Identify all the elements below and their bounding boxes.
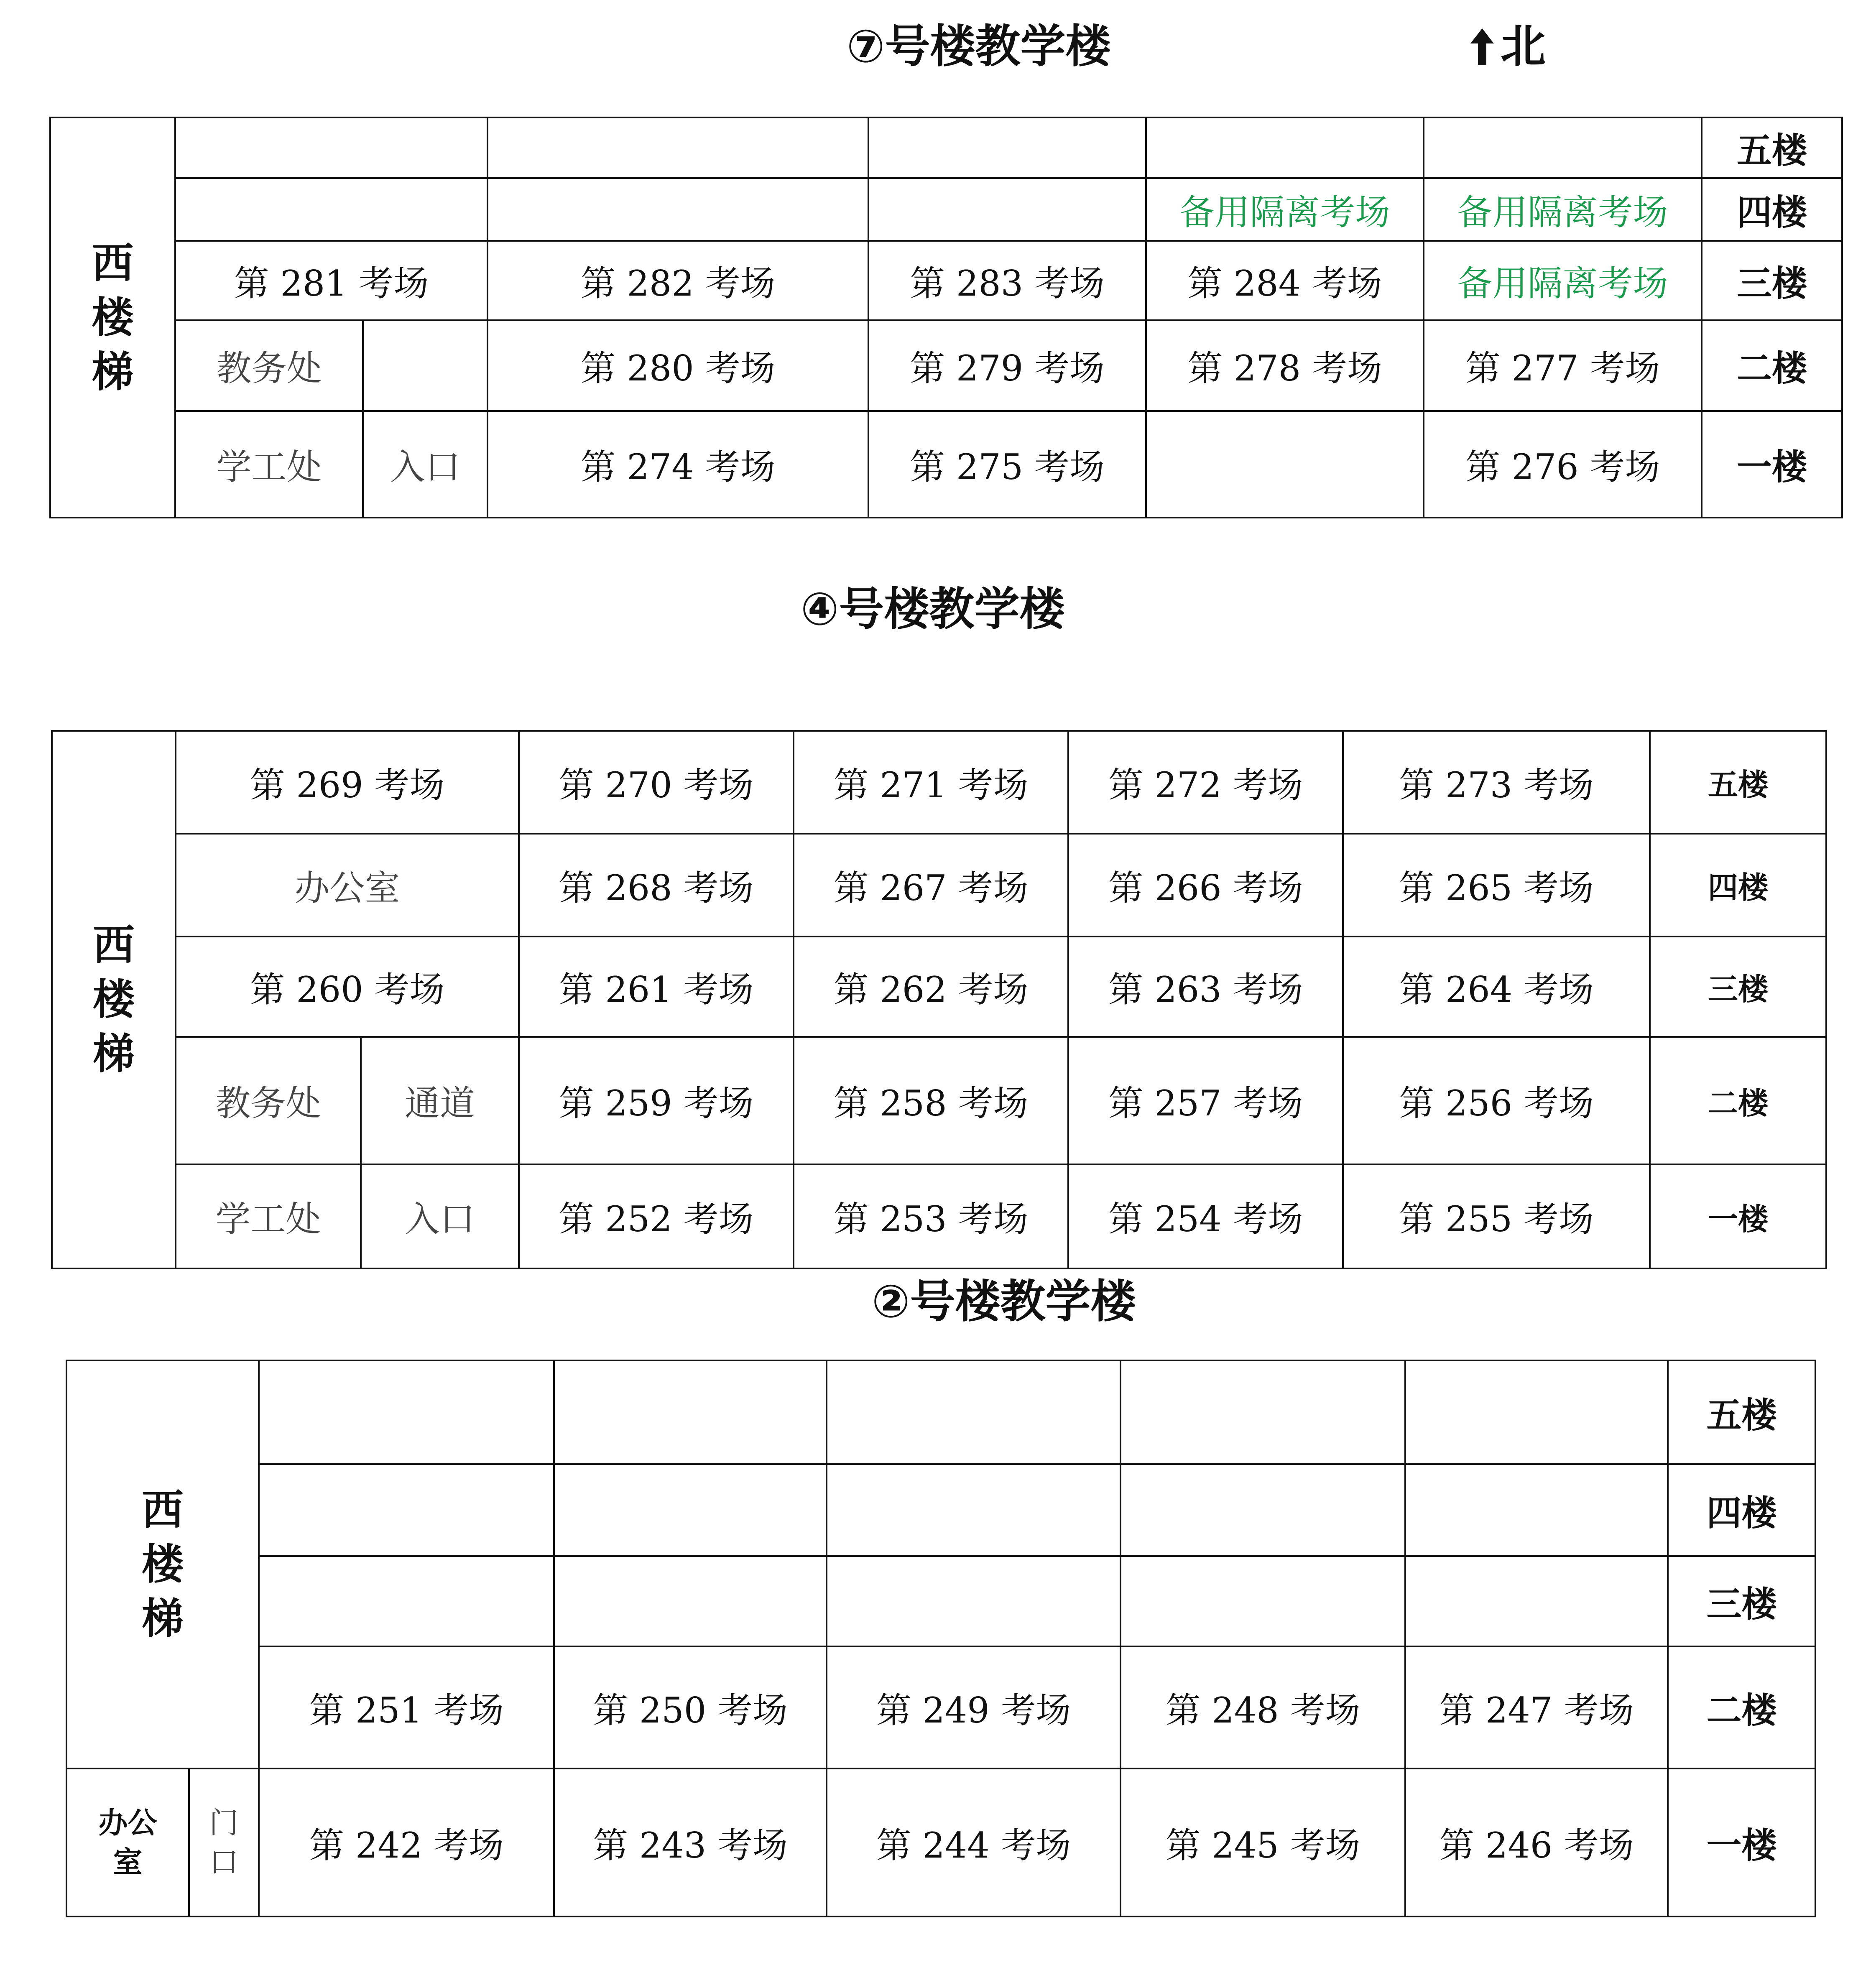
exam-room: 第 247 考场 xyxy=(1405,1646,1668,1768)
exam-room: 第 264 考场 xyxy=(1343,937,1650,1037)
exam-room: 第 254 考场 xyxy=(1068,1164,1343,1268)
exam-room: 第 277 考场 xyxy=(1424,320,1702,411)
exam-room: 第 258 考场 xyxy=(794,1037,1068,1164)
doorway: 门 口 xyxy=(189,1768,259,1917)
room-cell xyxy=(827,1360,1120,1464)
office-academic-affairs: 教务处 xyxy=(175,320,363,411)
exam-room: 第 246 考场 xyxy=(1405,1768,1668,1917)
exam-room: 第 283 考场 xyxy=(868,241,1146,320)
exam-room: 第 260 考场 xyxy=(176,937,519,1037)
room-cell xyxy=(1120,1360,1405,1464)
exam-room: 第 282 考场 xyxy=(488,241,868,320)
exam-room: 第 262 考场 xyxy=(794,937,1068,1037)
building4-table xyxy=(51,730,1827,1269)
exam-room: 第 284 考场 xyxy=(1146,241,1424,320)
exam-room: 第 255 考场 xyxy=(1343,1164,1650,1268)
floor-label: 三楼 xyxy=(1702,241,1842,320)
exam-room: 第 242 考场 xyxy=(259,1768,554,1917)
exam-room: 第 261 考场 xyxy=(519,937,794,1037)
north-label: 北 xyxy=(1501,20,1546,73)
exam-room: 第 259 考场 xyxy=(519,1037,794,1164)
exam-room: 第 248 考场 xyxy=(1120,1646,1405,1768)
room-cell xyxy=(175,178,488,241)
floor-label: 一楼 xyxy=(1702,411,1842,518)
room-cell xyxy=(868,117,1146,178)
exam-room: 第 266 考场 xyxy=(1068,834,1343,937)
west-stairs: 西 楼 梯 xyxy=(50,117,175,518)
exam-room: 第 275 考场 xyxy=(868,411,1146,518)
room-cell xyxy=(1405,1360,1668,1464)
west-stairs: 西 楼 梯 xyxy=(52,731,176,1268)
exam-room: 第 269 考场 xyxy=(176,731,519,834)
exam-room: 第 245 考场 xyxy=(1120,1768,1405,1917)
room-cell xyxy=(554,1556,827,1646)
exam-room: 第 257 考场 xyxy=(1068,1037,1343,1164)
exam-room: 第 249 考场 xyxy=(827,1646,1120,1768)
building7-title: ⑦号楼教学楼 xyxy=(847,20,1111,73)
arrow-up-icon xyxy=(1470,27,1495,67)
exam-room: 第 278 考场 xyxy=(1146,320,1424,411)
exam-room: 第 281 考场 xyxy=(175,241,488,320)
exam-room: 第 244 考场 xyxy=(827,1768,1120,1917)
exam-room: 第 251 考场 xyxy=(259,1646,554,1768)
floor-label: 四楼 xyxy=(1668,1464,1815,1556)
room-cell xyxy=(363,320,488,411)
exam-room: 第 243 考场 xyxy=(554,1768,827,1917)
spare-isolation-room: 备用隔离考场 xyxy=(1146,178,1424,241)
west-stairs: 西 楼 梯 xyxy=(66,1360,259,1768)
room-cell xyxy=(1146,117,1424,178)
north-indicator xyxy=(1470,20,1546,73)
office-student-affairs: 学工处 xyxy=(175,411,363,518)
room-cell xyxy=(1424,117,1702,178)
room-cell xyxy=(1120,1556,1405,1646)
exam-room: 第 263 考场 xyxy=(1068,937,1343,1037)
building2-table xyxy=(66,1360,1816,1917)
floor-label: 三楼 xyxy=(1668,1556,1815,1646)
exam-room: 第 267 考场 xyxy=(794,834,1068,937)
building7-table xyxy=(49,117,1843,518)
room-cell xyxy=(827,1556,1120,1646)
room-cell xyxy=(554,1360,827,1464)
exam-room: 第 268 考场 xyxy=(519,834,794,937)
exam-room: 第 270 考场 xyxy=(519,731,794,834)
entrance: 入口 xyxy=(363,411,488,518)
office: 办公 室 xyxy=(66,1768,189,1917)
room-cell xyxy=(868,178,1146,241)
room-cell xyxy=(1405,1464,1668,1556)
floor-label: 一楼 xyxy=(1650,1164,1826,1268)
spare-isolation-room: 备用隔离考场 xyxy=(1424,241,1702,320)
exam-room: 第 265 考场 xyxy=(1343,834,1650,937)
office-student-affairs: 学工处 xyxy=(176,1164,361,1268)
exam-room: 第 252 考场 xyxy=(519,1164,794,1268)
building2-title: ②号楼教学楼 xyxy=(872,1276,1136,1328)
floor-label: 二楼 xyxy=(1668,1646,1815,1768)
room-cell xyxy=(1146,411,1424,518)
room-cell xyxy=(259,1464,554,1556)
floor-label: 二楼 xyxy=(1650,1037,1826,1164)
exam-room: 第 250 考场 xyxy=(554,1646,827,1768)
room-cell xyxy=(259,1556,554,1646)
floor-label: 四楼 xyxy=(1702,178,1842,241)
exam-room: 第 253 考场 xyxy=(794,1164,1068,1268)
room-cell xyxy=(488,178,868,241)
room-cell xyxy=(259,1360,554,1464)
room-cell xyxy=(488,117,868,178)
floor-label: 一楼 xyxy=(1668,1768,1815,1917)
exam-room: 第 273 考场 xyxy=(1343,731,1650,834)
exam-room: 第 280 考场 xyxy=(488,320,868,411)
floor-label: 二楼 xyxy=(1702,320,1842,411)
room-cell xyxy=(175,117,488,178)
floor-label: 五楼 xyxy=(1668,1360,1815,1464)
room-cell xyxy=(827,1464,1120,1556)
floor-label: 五楼 xyxy=(1702,117,1842,178)
office: 办公室 xyxy=(176,834,519,937)
exam-room: 第 276 考场 xyxy=(1424,411,1702,518)
room-cell xyxy=(554,1464,827,1556)
exam-room: 第 272 考场 xyxy=(1068,731,1343,834)
entrance: 入口 xyxy=(361,1164,519,1268)
floor-label: 三楼 xyxy=(1650,937,1826,1037)
office-academic-affairs: 教务处 xyxy=(176,1037,361,1164)
floor-label: 四楼 xyxy=(1650,834,1826,937)
exam-room: 第 274 考场 xyxy=(488,411,868,518)
exam-room: 第 279 考场 xyxy=(868,320,1146,411)
spare-isolation-room: 备用隔离考场 xyxy=(1424,178,1702,241)
room-cell xyxy=(1405,1556,1668,1646)
exam-room: 第 271 考场 xyxy=(794,731,1068,834)
corridor: 通道 xyxy=(361,1037,519,1164)
exam-room: 第 256 考场 xyxy=(1343,1037,1650,1164)
room-cell xyxy=(1120,1464,1405,1556)
floor-label: 五楼 xyxy=(1650,731,1826,834)
building4-title: ④号楼教学楼 xyxy=(801,583,1065,635)
